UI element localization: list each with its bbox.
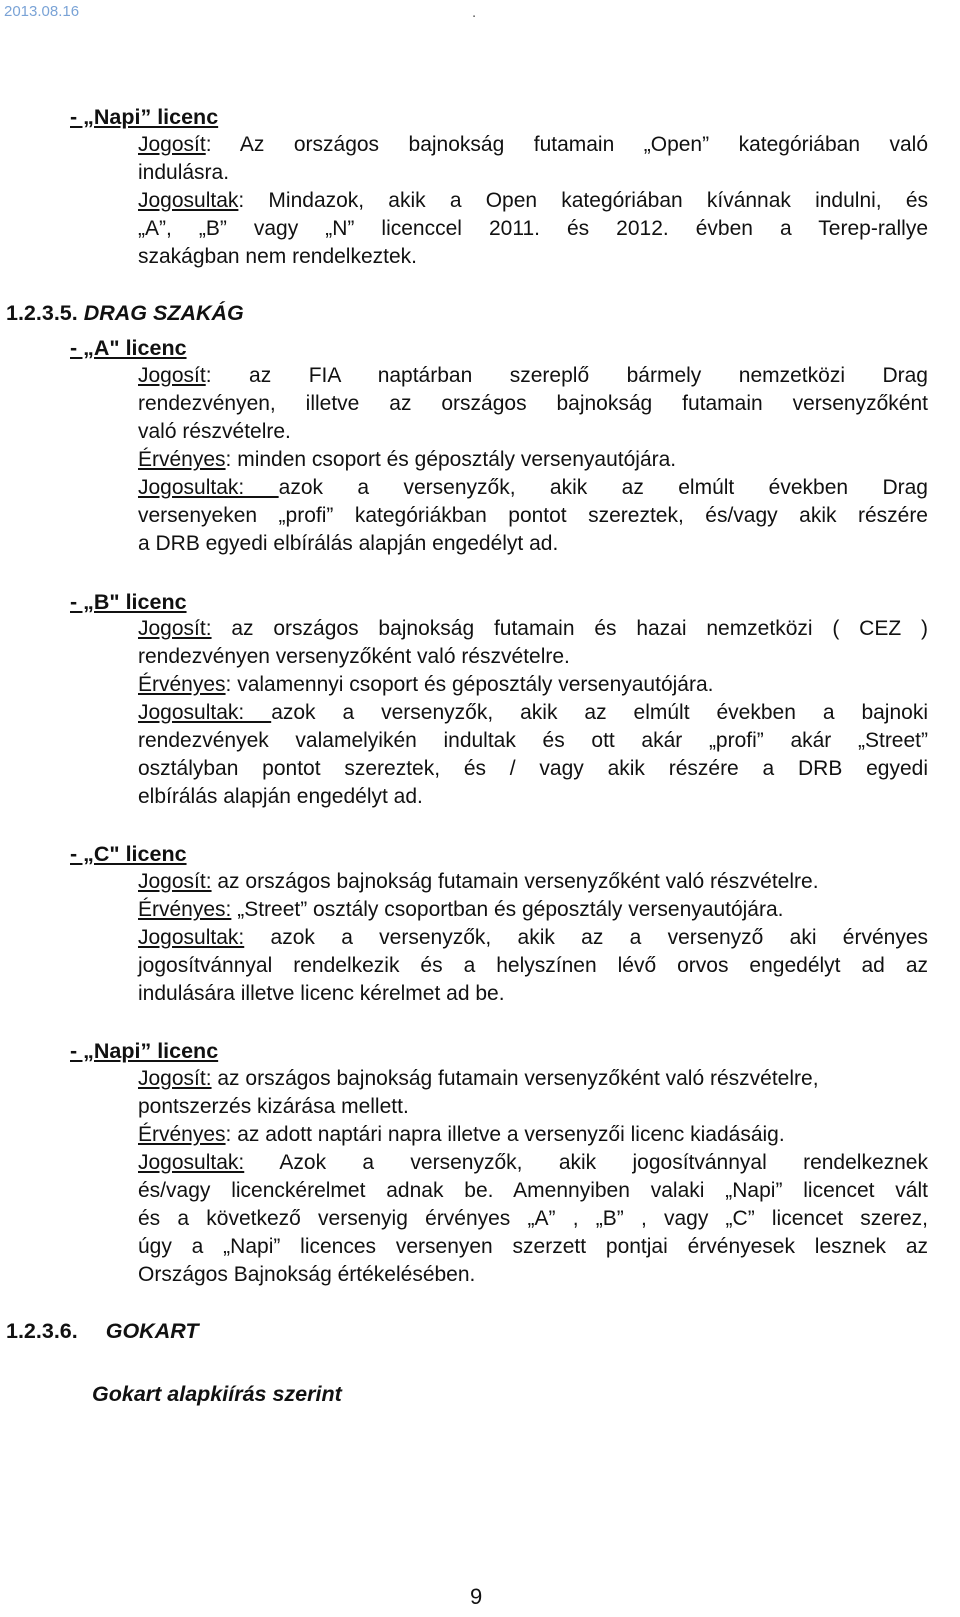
- napi2-ervenyes-line: Érvényes: az adott naptári napra illetve a versenyzői licenc kiadásáig.: [138, 1123, 785, 1146]
- napi-jogosultak-line: Jogosultak: Mindazok, akik a Open kategóriában kívánnak indulni, és: [138, 189, 928, 212]
- napi-licenc-heading: - „Napi” licenc: [70, 105, 219, 129]
- a-jogosit-line: Jogosít: az FIA naptárban szereplő bármely nemzetközi Drag: [138, 364, 928, 387]
- a-jogosit-line3: való részvételre.: [138, 420, 291, 443]
- c-jogosultak-line3: indulására illetve licenc kérelmet ad be.: [138, 982, 505, 1005]
- c-licenc-heading: - „C" licenc: [70, 842, 187, 866]
- a-jogosultak-line2: versenyeken „profi” kategóriákban pontot szereztek, és/vagy akik részére: [138, 504, 928, 527]
- gokart-section-heading: 1.2.3.6. GOKART: [6, 1319, 199, 1343]
- a-jogosit-line2: rendezvényen, illetve az országos bajnokság futamain versenyzőként: [138, 392, 928, 415]
- napi2-jogosultak-line: Jogosultak: Azok a versenyzők, akik jogosítvánnyal rendelkeznek: [138, 1151, 928, 1174]
- a-jogosultak-line: Jogosultak: azok a versenyzők, akik az elmúlt években Drag: [138, 476, 928, 499]
- napi2-jogosultak-line3: és a következő versenyig érvényes „A” , „B” , vagy „C” licencet szerez,: [138, 1207, 928, 1230]
- napi2-jogosultak-line4: úgy a „Napi” licences versenyen szerzett pontjai érvényesek lesznek az: [138, 1235, 928, 1258]
- b-jogosultak-line2: rendezvények valamelyikén indultak és ott akár „profi” akár „Street”: [138, 729, 928, 752]
- header-dot: .: [472, 4, 477, 21]
- napi2-jogosultak-line2: és/vagy licenckérelmet adnak be. Amennyiben valaki „Napi” licencet vált: [138, 1179, 928, 1202]
- b-jogosultak-line4: elbírálás alapján engedélyt ad.: [138, 785, 423, 808]
- c-jogosultak-line: Jogosultak: azok a versenyzők, akik az a versenyző aki érvényes: [138, 926, 928, 949]
- drag-section-heading: 1.2.3.5. DRAG SZAKÁG: [6, 301, 244, 325]
- page-number: 9: [470, 1584, 483, 1609]
- a-jogosultak-line3: a DRB egyedi elbírálás alapján engedélyt ad.: [138, 532, 559, 555]
- a-ervenyes-line: Érvényes: minden csoport és géposztály versenyautójára.: [138, 448, 677, 471]
- b-jogosit-line: Jogosít: az országos bajnokság futamain és hazai nemzetközi ( CEZ ): [138, 617, 928, 640]
- b-licenc-heading: - „B" licenc: [70, 590, 187, 614]
- napi-jogosit-line2: indulásra.: [138, 161, 230, 184]
- b-ervenyes-line: Érvényes: valamennyi csoport és géposztály versenyautójára.: [138, 673, 714, 696]
- c-ervenyes-line: Érvényes: „Street” osztály csoportban és géposztály versenyautójára.: [138, 898, 784, 921]
- b-jogosit-line2: rendezvényen versenyzőként való részvételre.: [138, 645, 570, 668]
- c-jogosit-line: Jogosít: az országos bajnokság futamain versenyzőként való részvételre.: [138, 870, 819, 893]
- napi2-jogosit-line: Jogosít: az országos bajnokság futamain versenyzőként való részvételre,: [138, 1067, 819, 1090]
- napi2-jogosit-line2: pontszerzés kizárása mellett.: [138, 1095, 409, 1118]
- gokart-note: Gokart alapkiírás szerint: [92, 1382, 342, 1406]
- napi-jogosit-line: Jogosít: Az országos bajnokság futamain „Open” kategóriában való: [138, 133, 928, 156]
- napi2-licenc-heading: - „Napi” licenc: [70, 1039, 219, 1063]
- c-jogosultak-line2: jogosítvánnyal rendelkezik és a helyszínen lévő orvos engedélyt ad az: [138, 954, 928, 977]
- b-jogosultak-line3: osztályban pontot szereztek, és / vagy akik részére a DRB egyedi: [138, 757, 928, 780]
- print-date: 2013.08.16: [4, 3, 80, 20]
- napi-jogosultak-line3: szakágban nem rendelkeztek.: [138, 245, 417, 268]
- a-licenc-heading: - „A" licenc: [70, 336, 187, 360]
- napi-jogosultak-line2: „A”, „B” vagy „N” licenccel 2011. és 2012. évben a Terep-rallye: [138, 217, 928, 240]
- napi2-jogosultak-line5: Országos Bajnokság értékelésében.: [138, 1263, 476, 1286]
- b-jogosultak-line: Jogosultak: azok a versenyzők, akik az elmúlt években a bajnoki: [138, 701, 928, 724]
